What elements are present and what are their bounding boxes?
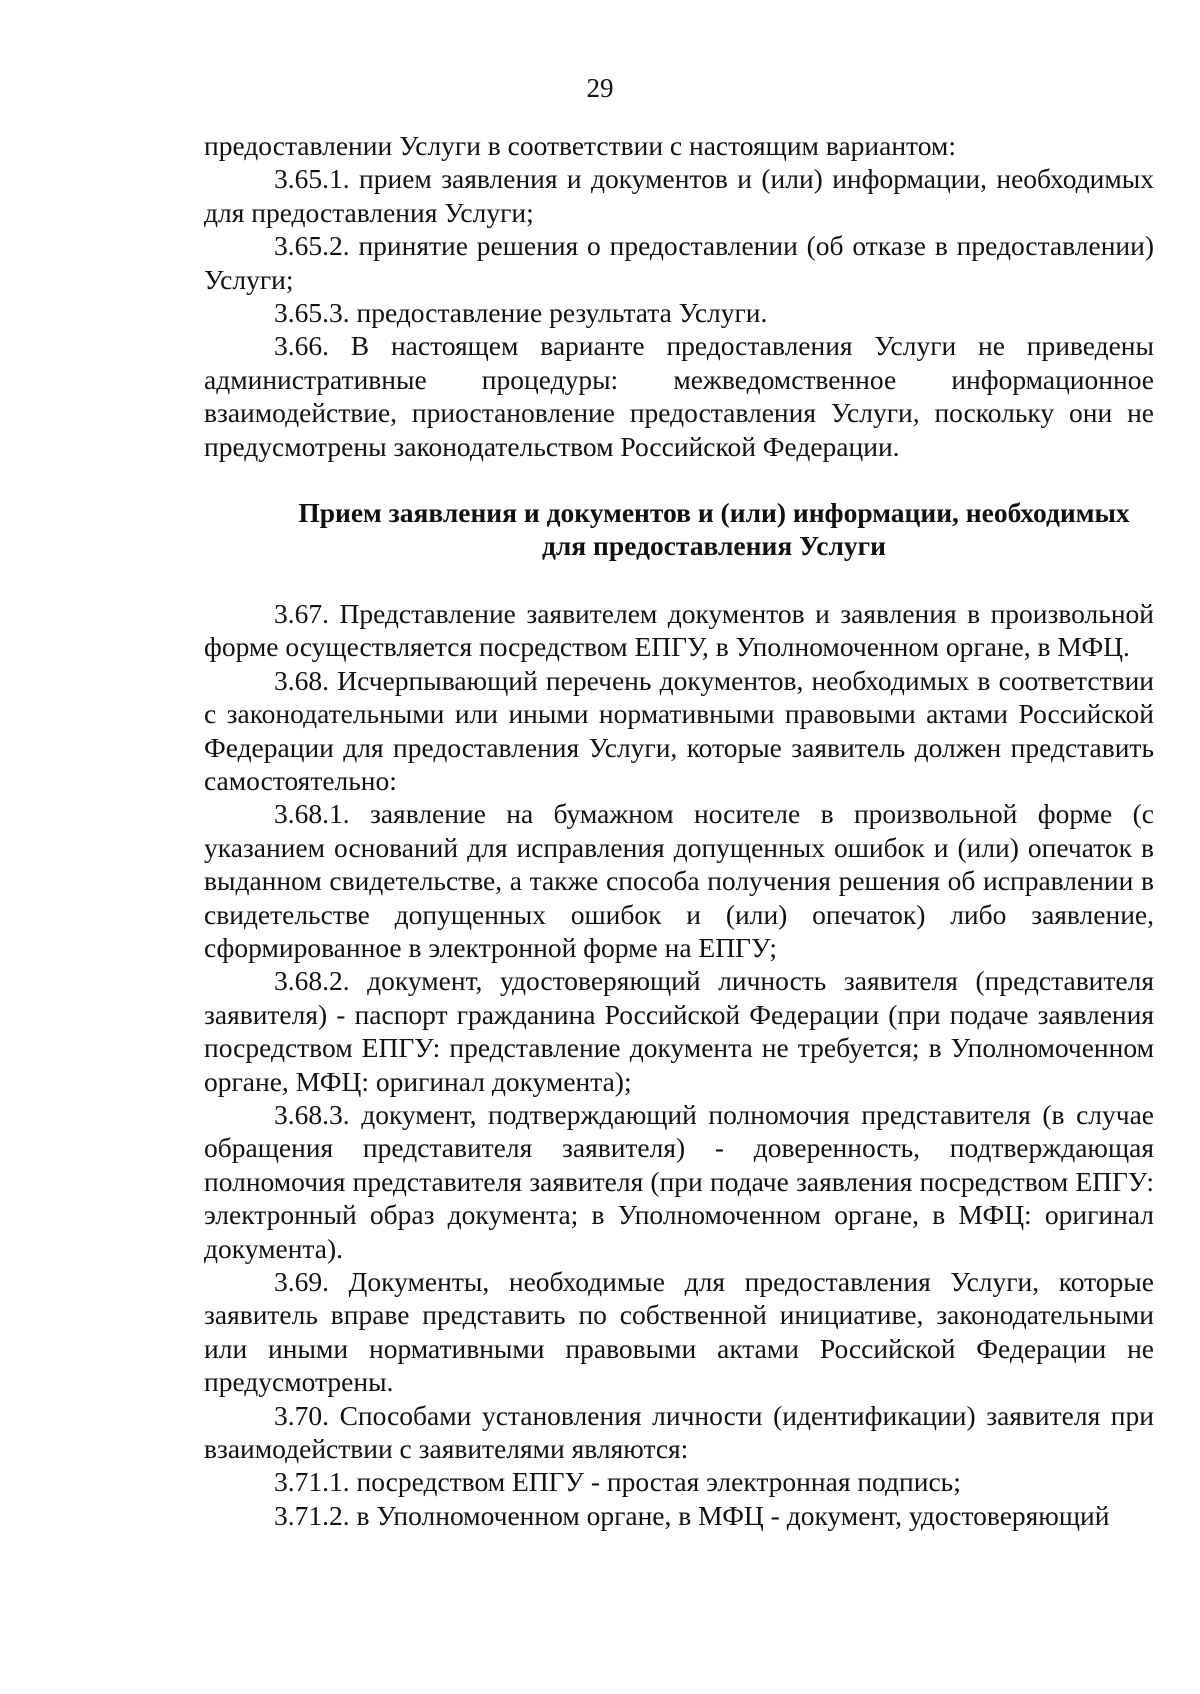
section-heading-line-1: Прием заявления и документов и (или) информации, необходимых [298,497,1130,529]
document-body [204,129,1154,1532]
paragraph-3-71-2: 3.71.2. в Уполномоченном органе, в МФЦ - документ, удостоверяющий [274,1499,1110,1531]
paragraph-3-68-3: 3.68.3. документ, подтверждающий полномочия представителя (в случае обращения представителя заявителя) - доверенность, подтверждающая полномочия представителя заявителя (при подаче заявления посредством ЕПГУ: электронный образ документа; в Уполномоченном органе, в МФЦ: оригинал документа). [204,1098,1154,1264]
paragraph-3-68-1: 3.68.1. заявление на бумажном носителе в произвольной форме (с указанием оснований для исправления допущенных ошибок и (или) опечаток в выданном свидетельстве, а также способа получения решения об исправлении в свидетельстве допущенных ошибок и (или) опечаток) либо заявление, сформированное в электронной форме на ЕПГУ; [204,798,1154,963]
paragraph-3-68: 3.68. Исчерпывающий перечень документов, необходимых в соответствии с законодательными или иными нормативными правовыми актами Российской Федерации для предоставления Услуги, которые заявитель должен представить самостоятельно: [204,664,1154,796]
paragraph-3-67: 3.67. Представление заявителем документов и заявления в произвольной форме осуществляется посредством ЕПГУ, в Уполномоченном органе, в МФЦ. [204,597,1154,663]
page-number: 29 [586,73,614,103]
spacer [204,563,1154,597]
paragraph-3-71-1: 3.71.1. посредством ЕПГУ - простая электронная подпись; [274,1466,961,1498]
paragraph-3-65-3: 3.65.3. предоставление результата Услуги. [274,297,768,329]
paragraph-continuation: предоставлении Услуги в соответствии с настоящим вариантом: [204,130,956,161]
paragraph-3-65-2: 3.65.2. принятие решения о предоставлении (об отказе в предоставлении) Услуги; [204,230,1154,295]
paragraph-3-69: 3.69. Документы, необходимые для предоставления Услуги, которые заявитель вправе представить по собственной инициативе, законодательными или иными нормативными правовыми актами Российской Федерации не предусмотрены. [204,1266,1154,1398]
section-heading-line-2: для предоставления Услуги [541,530,887,562]
paragraph-3-68-2: 3.68.2. документ, удостоверяющий личность заявителя (представителя заявителя) - паспорт гражданина Российской Федерации (при подаче заявления посредством ЕПГУ: представление документа не требуется; в Уполномоченном органе, МФЦ: оригинал документа); [204,965,1154,1097]
paragraph-3-70: 3.70. Способами установления личности (идентификации) заявителя при взаимодействии с заявителями являются: [204,1399,1154,1465]
spacer [204,463,1154,496]
paragraph-3-66: 3.66. В настоящем варианте предоставления Услуги не приведены административные процедуры: межведомственное информационное взаимодействие, приостановление предоставления Услуги, поскольку они не предусмотрены законодательством Российской Федерации. [204,330,1154,462]
paragraph-3-65-1: 3.65.1. прием заявления и документов и (или) информации, необходимых для предоставления Услуги; [204,163,1154,228]
